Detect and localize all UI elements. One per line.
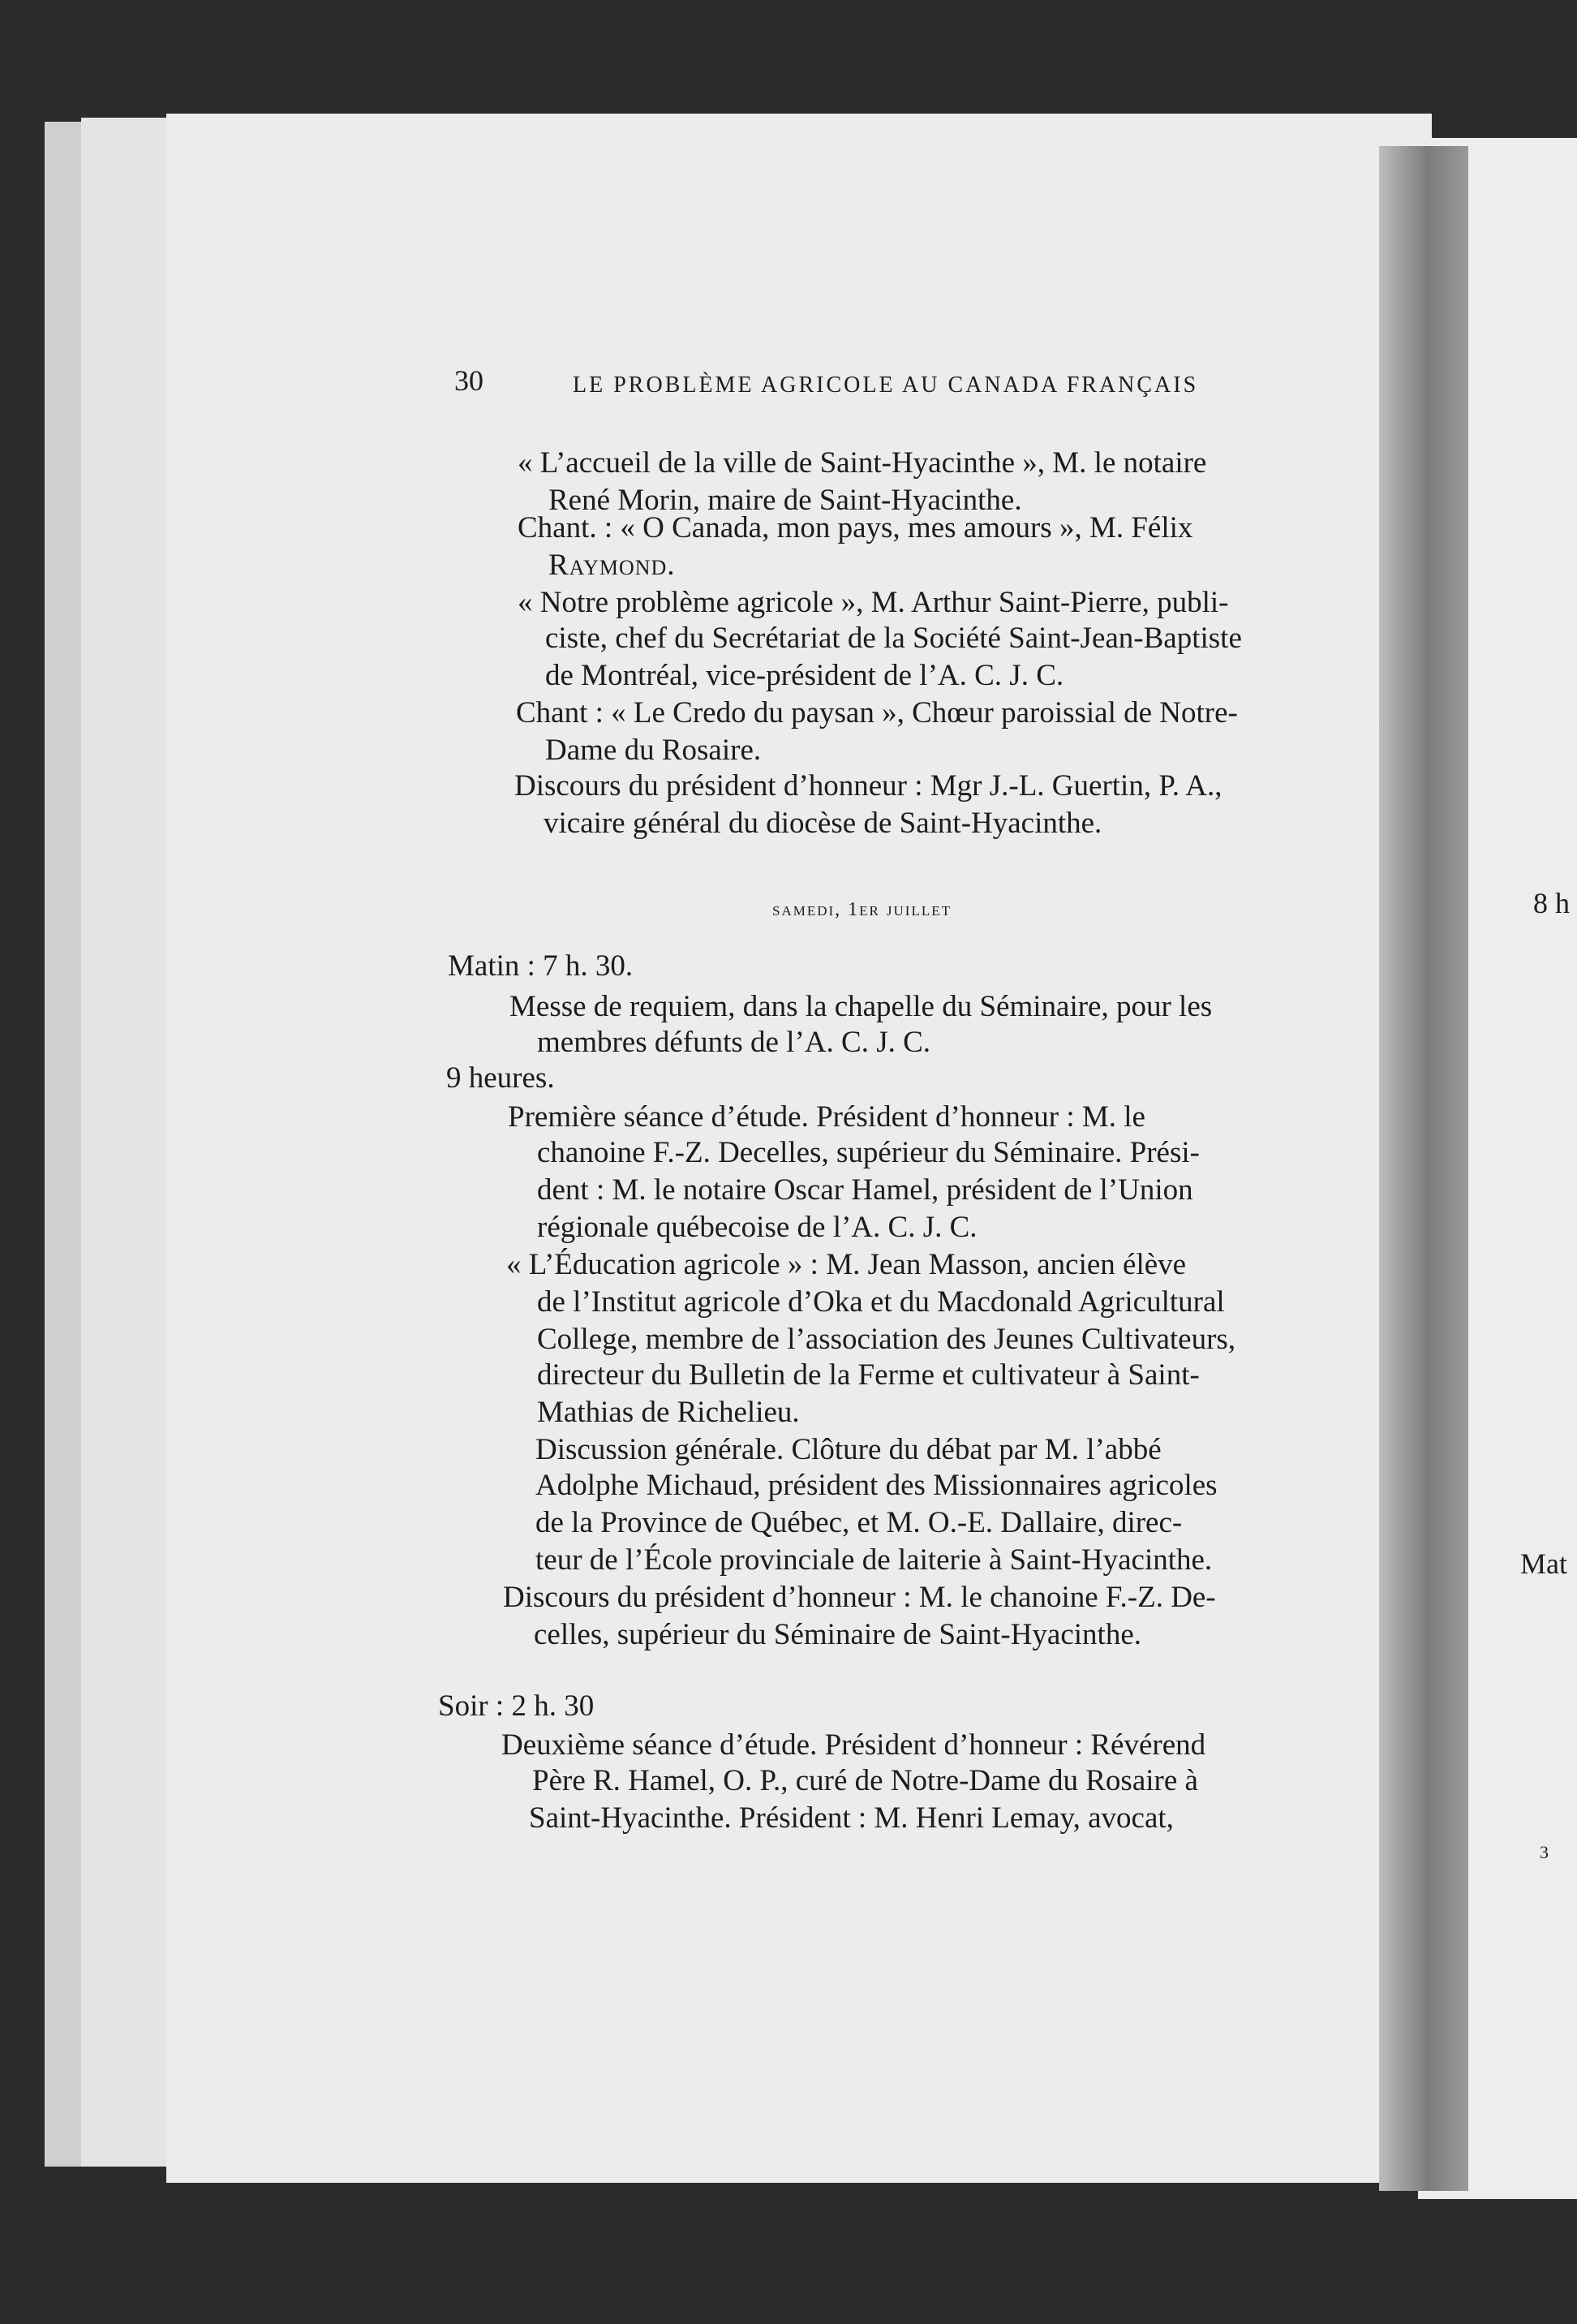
text-line: Père R. Hamel, O. P., curé de Notre-Dame du Rosaire à (532, 1764, 1198, 1797)
adjacent-page-fragment: 8 h (1533, 887, 1570, 919)
text-line: Chant : « Le Credo du paysan », Chœur paroissial de Notre- (516, 696, 1238, 729)
text-line: Saint-Hyacinthe. Président : M. Henri Lemay, avocat, (529, 1801, 1174, 1835)
text-line: Matin : 7 h. 30. (448, 949, 634, 983)
text-line: Messe de requiem, dans la chapelle du Séminaire, pour les (509, 990, 1213, 1023)
page-stack-edge-inner (81, 118, 178, 2167)
date-heading: samedi, 1er juillet (772, 899, 952, 920)
text-line: Raymond. (548, 549, 676, 582)
adjacent-page-fragment: Mat (1520, 1547, 1567, 1580)
text-line: Soir : 2 h. 30 (438, 1689, 595, 1723)
text-line: celles, supérieur du Séminaire de Saint-Hyacinthe. (534, 1618, 1141, 1651)
text-line: de Montréal, vice-président de l’A. C. J. C. (545, 659, 1064, 692)
page-number: 30 (454, 364, 483, 397)
text-line: College, membre de l’association des Jeunes Cultivateurs, (537, 1323, 1236, 1356)
text-line: Première séance d’étude. Président d’honneur : M. le (508, 1100, 1145, 1134)
text-line: Discours du président d’honneur : M. le chanoine F.-Z. De- (503, 1581, 1216, 1614)
text-line: dent : M. le notaire Oscar Hamel, président de l’Union (537, 1173, 1193, 1207)
text-line: René Morin, maire de Saint-Hyacinthe. (548, 484, 1022, 517)
text-line: « Notre problème agricole », M. Arthur Saint-Pierre, publi- (518, 586, 1229, 619)
text-line: ciste, chef du Secrétariat de la Société Saint-Jean-Baptiste (545, 622, 1242, 655)
text-line: 9 heures. (446, 1061, 555, 1095)
text-line: de l’Institut agricole d’Oka et du Macdonald Agricultural (537, 1285, 1225, 1319)
text-line: Adolphe Michaud, président des Missionnaires agricoles (535, 1469, 1218, 1502)
text-line: « L’accueil de la ville de Saint-Hyacinthe », M. le notaire (518, 446, 1207, 480)
text-line: directeur du Bulletin de la Ferme et cultivateur à Saint- (537, 1358, 1200, 1392)
text-line: Mathias de Richelieu. (537, 1396, 800, 1429)
text-line: chanoine F.-Z. Decelles, supérieur du Séminaire. Prési- (537, 1136, 1200, 1169)
text-line: « L’Éducation agricole » : M. Jean Masson, ancien élève (506, 1248, 1187, 1281)
adjacent-page-fragment: 3 (1540, 1842, 1549, 1862)
page-gutter-shadow (1379, 146, 1468, 2191)
text-line: de la Province de Québec, et M. O.-E. Dallaire, direc- (535, 1506, 1183, 1539)
text-line: Dame du Rosaire. (545, 734, 762, 767)
text-line: teur de l’École provinciale de laiterie à Saint-Hyacinthe. (535, 1543, 1213, 1577)
text-line: Chant. : « O Canada, mon pays, mes amours », M. Félix (518, 511, 1193, 544)
text-line: Discours du président d’honneur : Mgr J.-L. Guertin, P. A., (514, 769, 1222, 803)
running-head: LE PROBLÈME AGRICOLE AU CANADA FRANÇAIS (573, 372, 1199, 398)
text-line: Deuxième séance d’étude. Président d’honneur : Révérend (501, 1728, 1206, 1762)
text-line: Discussion générale. Clôture du débat par M. l’abbé (535, 1433, 1162, 1466)
text-line: membres défunts de l’A. C. J. C. (537, 1026, 931, 1059)
text-line: régionale québecoise de l’A. C. J. C. (537, 1211, 978, 1244)
text-line: vicaire général du diocèse de Saint-Hyacinthe. (544, 807, 1102, 840)
